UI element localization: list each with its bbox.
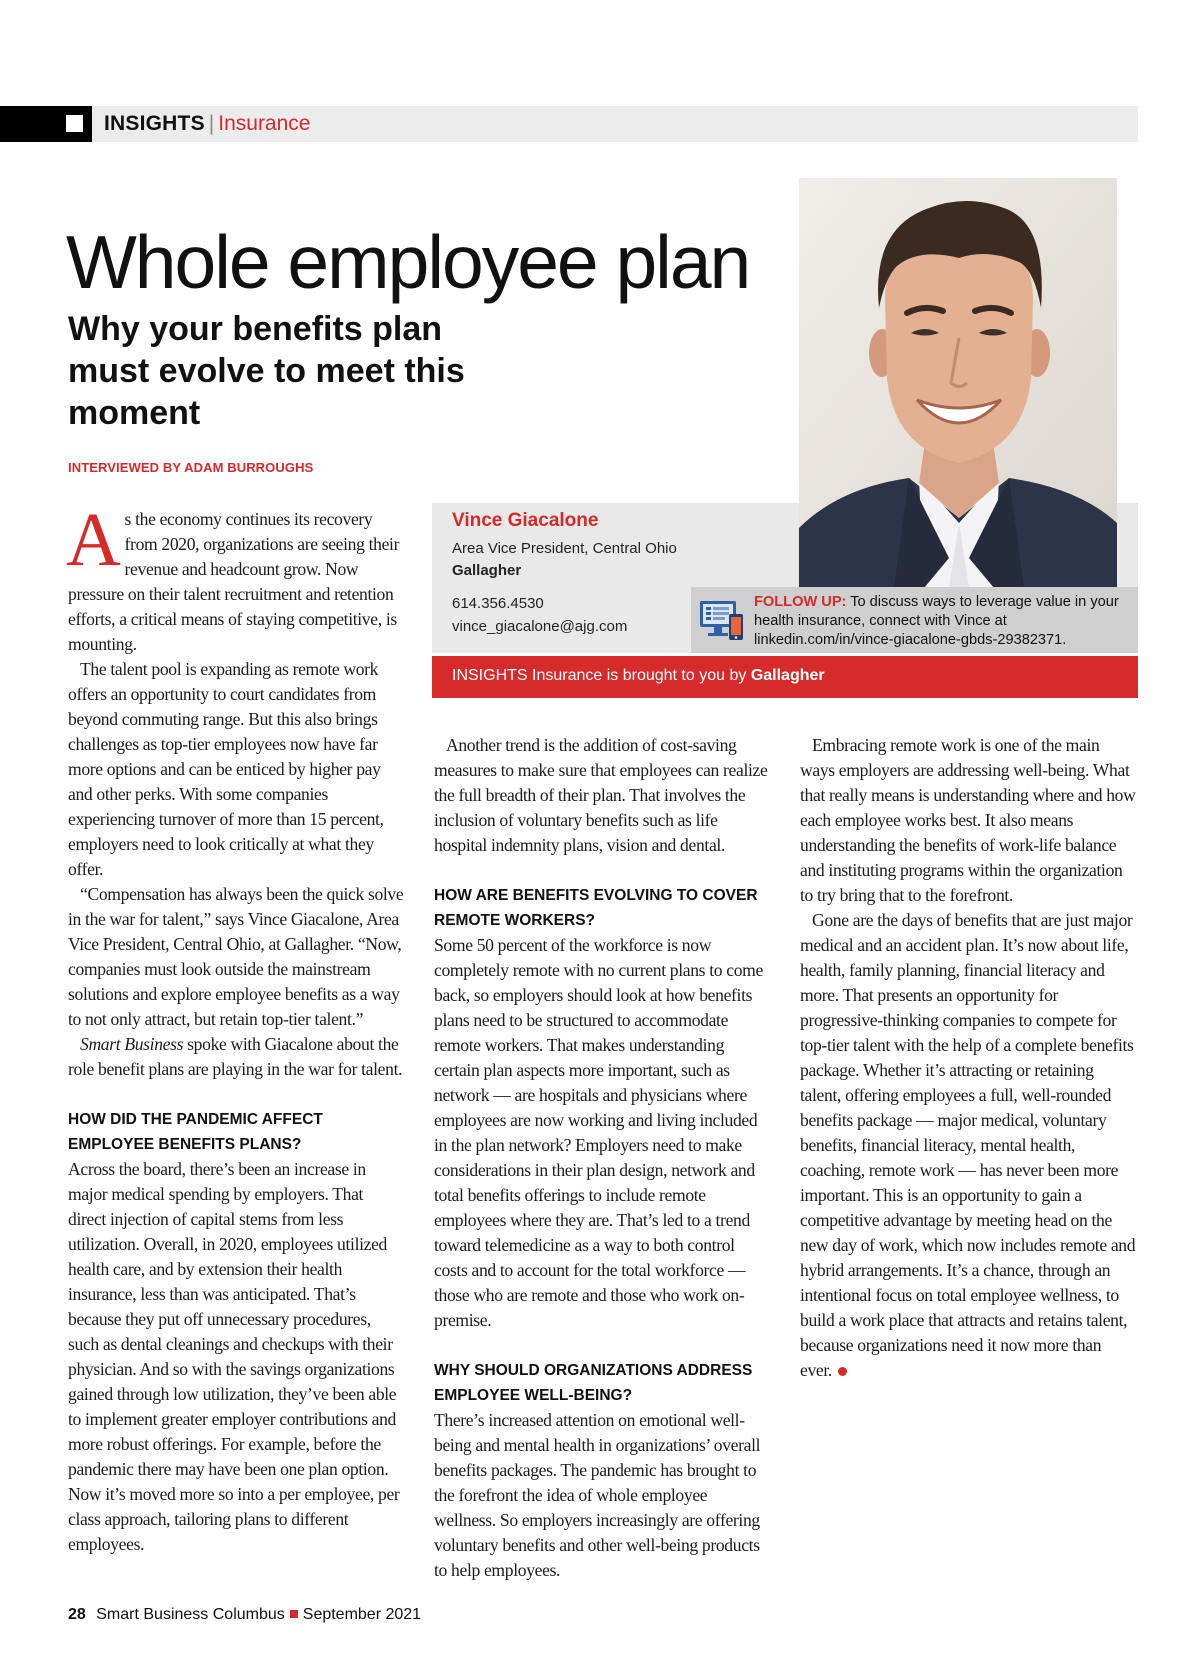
contact-name: Vince Giacalone xyxy=(452,510,599,531)
article-column-2 xyxy=(434,733,770,1583)
article-deck: Why your benefits plan must evolve to meet this moment xyxy=(68,310,465,432)
contact-phone[interactable]: 614.356.4530 xyxy=(452,595,544,612)
answer-pandemic: Across the board, there’s been an increase in major medical spending by employers. That direct injection of capital stems from less utilization. Overall, in 2020, employees utilized health care, and by extension their health insurance, less than was anticipated. That’s because they put off unnecessary procedures, such as dental cleanings and checkups with their physician. And so with the savings organizations gained through low utilization, they’ve been able to implement greater employer contributions and more robust offerings. For example, before the pandemic there may have been one plan option. Now it’s moved more so into a per employee, per class approach, tailoring plans to different employees. xyxy=(68,1159,400,1554)
section-gap xyxy=(68,1082,404,1107)
header-square-icon xyxy=(66,115,83,132)
portrait-photo xyxy=(799,178,1117,588)
paragraph-talent-pool: The talent pool is expanding as remote work offers an opportunity to court candidates from beyond commuting range. But this also brings challenges as top-tier employees now have far more options and can be enticed by higher pay and other perks. With some companies experiencing turnover of more than 15 percent, employers need to look critically at what they offer. xyxy=(68,659,384,879)
follow-up-label: FOLLOW UP: xyxy=(754,594,847,610)
question-heading-wellbeing: WHY SHOULD ORGANIZATIONS ADDRESS EMPLOYEE WELL-BEING? xyxy=(434,1362,753,1404)
sponsor-text xyxy=(452,667,825,685)
end-mark-icon xyxy=(838,1367,847,1376)
article-byline: INTERVIEWED BY ADAM BURROUGHS xyxy=(68,460,314,475)
paragraph-closing-text: Gone are the days of benefits that are just major medical and an accident plan. It’s now about life, health, family planning, financial literacy and more. That presents an opportunity for progressive-thinking companies to compete for top-tier talent with the help of a complete benefits package. Whether it’s attracting or retaining talent, offering employees a full, well-rounded benefits package — major medical, voluntary benefits, financial literacy, mental health, coaching, remote work — has never been more important. This is an opportunity to gain a competitive advantage by meeting head on the new day of work, which now includes remote and hybrid arrangements. It’s a chance, through an intentional focus on total employee wellness, to build a work place that attracts and retains talent, because organizations need it now more than ever. xyxy=(800,910,1136,1380)
sponsor-band xyxy=(432,656,1138,698)
section-header-bar xyxy=(0,106,1138,142)
section-label xyxy=(104,113,310,135)
article-headline: Whole employee plan xyxy=(66,220,750,304)
sponsor-brand: Gallagher xyxy=(750,667,825,684)
follow-up-box xyxy=(691,587,1138,653)
desktop-mobile-icon xyxy=(699,598,745,642)
contact-title: Area Vice President, Central Ohio xyxy=(452,540,677,557)
lead-paragraph xyxy=(66,498,404,657)
section-separator: | xyxy=(208,112,215,135)
page-number: 28 xyxy=(68,1606,86,1623)
lead-paragraph-text: s the economy continues its recovery from 2020, organizations are seeing their revenue and headcount grow. Now pressure on their talent recruitment and retention efforts, a critical means of staying competitive, is mounting. xyxy=(68,509,400,654)
contact-email[interactable]: vince_giacalone@ajg.com xyxy=(452,618,628,635)
question-heading-pandemic: HOW DID THE PANDEMIC AFFECT EMPLOYEE BENEFITS PLANS? xyxy=(68,1111,323,1153)
paragraph-interview-intro xyxy=(68,1032,404,1082)
article-column-3 xyxy=(800,733,1136,1383)
publication-name-italic: Smart Business xyxy=(80,1034,184,1054)
footer-square-icon xyxy=(290,1610,298,1618)
article-column-1 xyxy=(66,498,404,1557)
answer-remote: Some 50 percent of the workforce is now completely remote with no current plans to come back, so employers should look at how benefits plans need to be structured to accommodate remote workers. That makes understanding certain plan aspects more important, such as network — are hospitals and physicians where employees are now working and living included in the plan network? Employers need to make considerations in their plan design, network and total benefits offerings to include remote employees where they are. That’s led to a trend toward telemedicine as a way to both control costs and to account for the total workforce — those who are remote and those who work on-premise. xyxy=(434,935,763,1330)
question-heading-remote: HOW ARE BENEFITS EVOLVING TO COVER REMOTE WORKERS? xyxy=(434,887,758,929)
issue-date: September 2021 xyxy=(302,1606,422,1623)
drop-cap: A xyxy=(66,498,121,582)
follow-up-message[interactable]: To discuss ways to leverage value in your health insurance, connect with Vince at linkedin.com/in/vince-giacalone-gbds-29382371. xyxy=(754,594,1119,648)
section-name: INSIGHTS xyxy=(104,112,205,135)
publication-name: Smart Business Columbus xyxy=(96,1606,285,1623)
contact-company: Gallagher xyxy=(452,562,522,579)
subsection-name: Insurance xyxy=(218,112,311,135)
paragraph-remote-work: Embracing remote work is one of the main ways employers are addressing well-being. What that really means is understanding where and how each employee works best. It also means understanding the benefits of work-life balance and instituting programs within the organization to try bring that to the forefront. xyxy=(800,735,1136,905)
page-footer xyxy=(68,1606,421,1624)
paragraph-closing xyxy=(800,908,1136,1383)
sponsor-message: INSIGHTS Insurance is brought to you by xyxy=(452,667,747,684)
answer-wellbeing: There’s increased attention on emotional well-being and mental health in organizations’ overall benefits packages. The pandemic has brought to the forefront the idea of whole employee wellness. So employers increasingly are offering voluntary benefits and other well-being products to help employees. xyxy=(434,1410,761,1580)
paragraph-compensation-quote: “Compensation has always been the quick solve in the war for talent,” says Vince Giacalone, Area Vice President, Central Ohio, at Gallagher. “Now, companies must look outside the mainstream solutions and explore employee benefits as a way to not only attract, but retain top-tier talent.” xyxy=(68,884,404,1029)
portrait-illustration xyxy=(799,178,1117,588)
answer-pandemic-continued: Another trend is the addition of cost-saving measures to make sure that employees can realize the full breadth of their plan. That involves the inclusion of voluntary benefits such as life hospital indemnity plans, vision and dental. xyxy=(434,735,768,855)
section-gap xyxy=(434,1333,770,1358)
follow-up-text xyxy=(754,593,1134,650)
section-gap xyxy=(434,858,770,883)
paragraph-interview-intro-text: spoke with Giacalone about the role benefit plans are playing in the war for talent. xyxy=(68,1034,403,1079)
header-black-tab xyxy=(0,106,92,142)
